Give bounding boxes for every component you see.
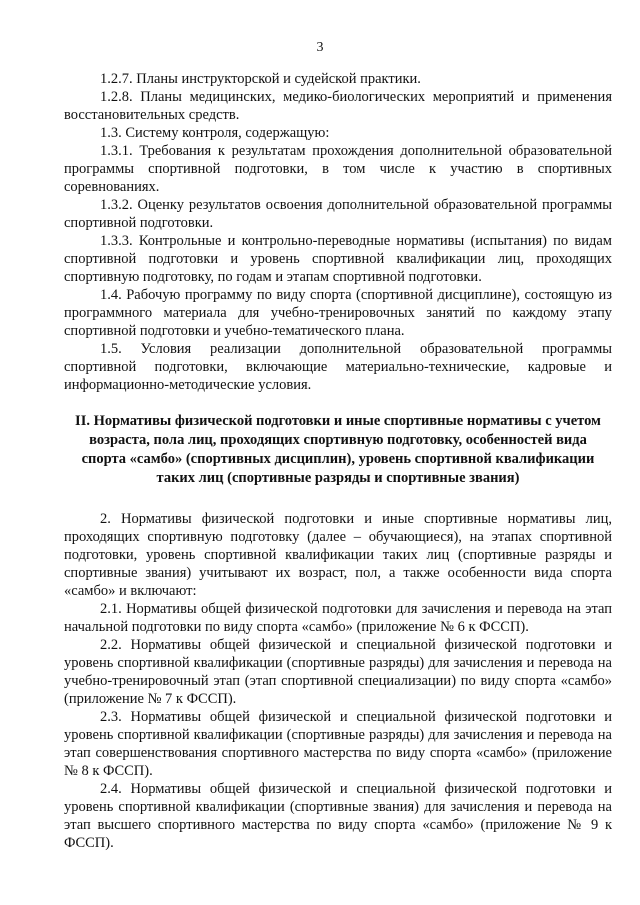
paragraph-2-4: 2.4. Нормативы общей физической и специальной физической подготовки и уровень спортивной квалификации (спортивные звания) для зачисления и перевода на этап высшего спортивного мастерства по виду спорта «самбо» (приложение № 9 к ФССП). xyxy=(64,781,612,851)
paragraph-1-2-7: 1.2.7. Планы инструкторской и судейской практики. xyxy=(100,71,421,87)
paragraph-1-3-3: 1.3.3. Контрольные и контрольно-переводные нормативы (испытания) по видам спортивной подготовки и уровень спортивной квалификации лиц, проходящих спортивную подготовку, по годам и этапам спортивной подготовки. xyxy=(64,233,612,285)
document-body xyxy=(64,70,612,852)
paragraph-1-3: 1.3. Систему контроля, содержащую: xyxy=(100,125,330,141)
paragraph-2-1: 2.1. Нормативы общей физической подготовки для зачисления и перевода на этап начальной подготовки по виду спорта «самбо» (приложение № 6 к ФССП). xyxy=(64,601,612,635)
paragraph-2: 2. Нормативы физической подготовки и иные спортивные нормативы лиц, проходящих спортивную подготовку (далее – обучающиеся), на этапах спортивной подготовки, уровень спортивной квалификации таких лиц (спортивные разряды и спортивные звания) учитывают их возраст, пол, а также особенности вида спорта «самбо» и включают: xyxy=(64,511,612,599)
paragraph-1-3-2: 1.3.2. Оценку результатов освоения дополнительной образовательной программы спортивной подготовки. xyxy=(64,197,612,231)
paragraph-2-2: 2.2. Нормативы общей физической и специальной физической подготовки и уровень спортивной квалификации (спортивные разряды) для зачисления и перевода на учебно-тренировочный этап (этап спортивной специализации) по виду спорта «самбо» (приложение № 7 к ФССП). xyxy=(64,637,612,707)
paragraph-1-4: 1.4. Рабочую программу по виду спорта (спортивной дисциплине), состоящую из программного материала для учебно-тренировочных занятий по каждому этапу спортивной подготовки и учебно-тематического плана. xyxy=(64,287,612,339)
paragraph-1-3-1: 1.3.1. Требования к результатам прохождения дополнительной образовательной программы спортивной подготовки, в том числе к участию в спортивных соревнованиях. xyxy=(64,143,612,195)
paragraph-1-2-8: 1.2.8. Планы медицинских, медико-биологических мероприятий и применения восстановительных средств. xyxy=(64,89,612,123)
page-number: 3 xyxy=(316,40,324,55)
paragraph-2-3: 2.3. Нормативы общей физической и специальной физической подготовки и уровень спортивной квалификации (спортивные разряды) для зачисления и перевода на этап совершенствования спортивного мастерства по виду спорта «самбо» (приложение № 8 к ФССП). xyxy=(64,709,612,779)
paragraph-1-5: 1.5. Условия реализации дополнительной образовательной программы спортивной подготовки, включающие материально-технические, кадровые и информационно-методические условия. xyxy=(64,341,612,393)
section-heading: II. Нормативы физической подготовки и иные спортивные нормативы с учетом возраста, пола лиц, проходящих спортивную подготовку, особенностей вида спорта «самбо» (спортивных дисциплин), уровень спортивной квалификации таких лиц (спортивные разряды и спортивные звания) xyxy=(75,413,601,486)
